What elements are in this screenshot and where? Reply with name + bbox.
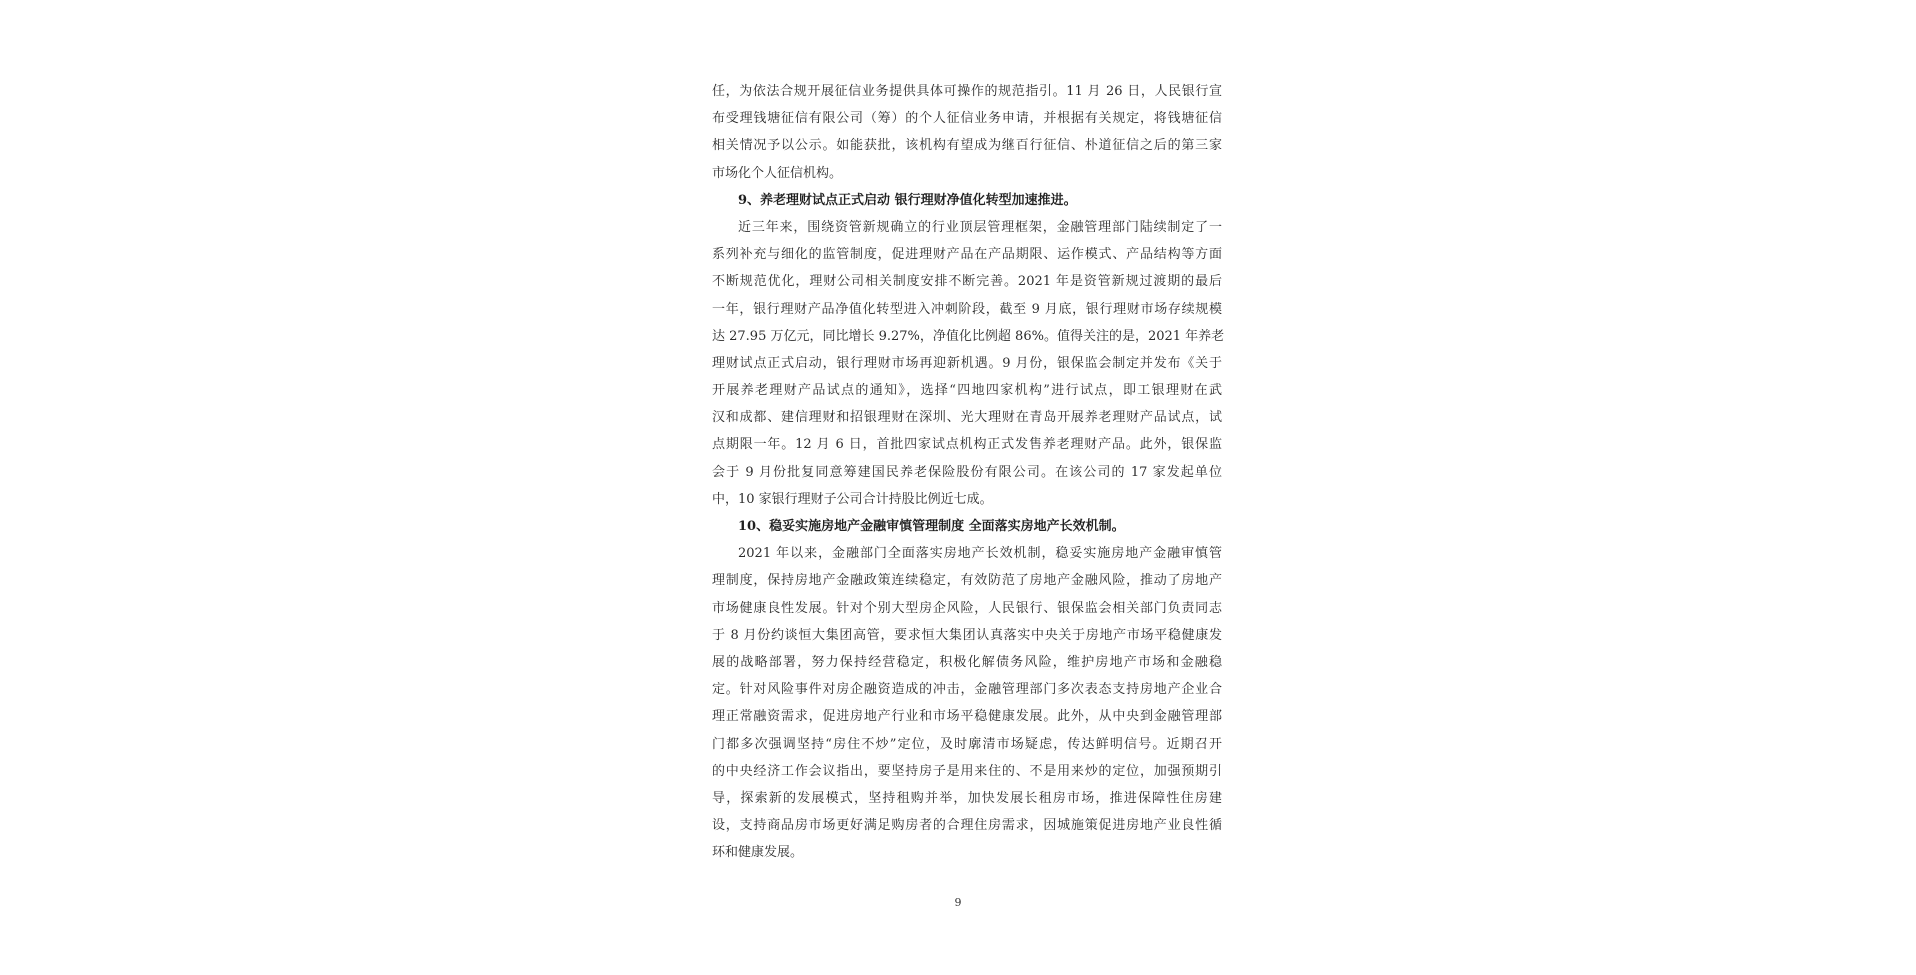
paragraph-credit-continuation	[712, 78, 1222, 187]
text-line: 的中央经济工作会议指出，要坚持房子是用来住的、不是用来炒的定位，加强预期引	[712, 763, 1222, 779]
text-line: 理财试点正式启动，银行理财市场再迎新机遇。9 月份，银保监会制定并发布《关于	[712, 355, 1222, 371]
text-line: 达 27.95 万亿元，同比增长 9.27%，净值化比例超 86%。值得关注的是，2021 年养老	[712, 328, 1225, 344]
text-line: 点期限一年。12 月 6 日，首批四家试点机构正式发售养老理财产品。此外，银保监	[712, 437, 1222, 453]
text-line: 环和健康发展。	[712, 845, 804, 861]
text-line: 设，支持商品房市场更好满足购房者的合理住房需求，因城施策促进房地产业良性循	[712, 818, 1222, 834]
paragraph-section-10	[712, 540, 1222, 866]
section-heading: 9、养老理财试点正式启动 银行理财净值化转型加速推进。	[738, 192, 1077, 208]
text-line: 于 8 月份约谈恒大集团高管，要求恒大集团认真落实中央关于房地产市场平稳健康发	[712, 627, 1222, 643]
text-line: 理制度，保持房地产金融政策连续稳定，有效防范了房地产金融风险，推动了房地产	[712, 573, 1222, 589]
text-line: 开展养老理财产品试点的通知》，选择“四地四家机构”进行试点，即工银理财在武	[712, 383, 1222, 399]
text-line: 汉和成都、建信理财和招银理财在深圳、光大理财在青岛开展养老理财产品试点，试	[712, 410, 1222, 426]
text-line: 展的战略部署，努力保持经营稳定，积极化解债务风险，维护房地产市场和金融稳	[712, 654, 1222, 670]
text-line: 市场化个人征信机构。	[712, 165, 843, 181]
text-line: 2021 年以来，金融部门全面落实房地产长效机制，稳妥实施房地产金融审慎管	[738, 546, 1222, 562]
page-number: 9	[954, 896, 962, 909]
text-line: 系列补充与细化的监管制度，促进理财产品在产品期限、运作模式、产品结构等方面	[712, 247, 1222, 263]
text-line: 理正常融资需求，促进房地产行业和市场平稳健康发展。此外，从中央到金融管理部	[712, 709, 1222, 725]
text-line: 会于 9 月份批复同意筹建国民养老保险股份有限公司。在该公司的 17 家发起单位	[712, 464, 1222, 480]
text-line: 布受理钱塘征信有限公司（筹）的个人征信业务申请，并根据有关规定，将钱塘征信	[712, 111, 1222, 127]
text-line: 导，探索新的发展模式，坚持租购并举，加快发展长租房市场，推进保障性住房建	[712, 790, 1222, 806]
section-heading: 10、稳妥实施房地产金融审慎管理制度 全面落实房地产长效机制。	[738, 519, 1125, 534]
heading-section-9	[712, 187, 1222, 214]
text-line: 市场健康良性发展。针对个别大型房企风险，人民银行、银保监会相关部门负责同志	[712, 600, 1222, 616]
text-line: 不断规范优化，理财公司相关制度安排不断完善。2021 年是资管新规过渡期的最后	[712, 274, 1222, 290]
document-page	[712, 78, 1225, 866]
text-line: 门都多次强调坚持“房住不炒”定位，及时廓清市场疑虑，传达鲜明信号。近期召开	[712, 736, 1222, 752]
text-line: 任，为依法合规开展征信业务提供具体可操作的规范指引。11 月 26 日，人民银行宣	[712, 84, 1222, 99]
text-line: 中，10 家银行理财子公司合计持股比例近七成。	[712, 491, 993, 507]
text-line: 相关情况予以公示。如能获批，该机构有望成为继百行征信、朴道征信之后的第三家	[712, 138, 1222, 154]
text-line: 一年，银行理财产品净值化转型进入冲刺阶段，截至 9 月底，银行理财市场存续规模	[712, 301, 1222, 317]
text-line: 近三年来，围绕资管新规确立的行业顶层管理框架，金融管理部门陆续制定了一	[738, 219, 1222, 235]
heading-section-10	[712, 513, 1222, 540]
paragraph-section-9	[712, 214, 1225, 513]
text-line: 定。针对风险事件对房企融资造成的冲击，金融管理部门多次表态支持房地产企业合	[712, 682, 1222, 698]
